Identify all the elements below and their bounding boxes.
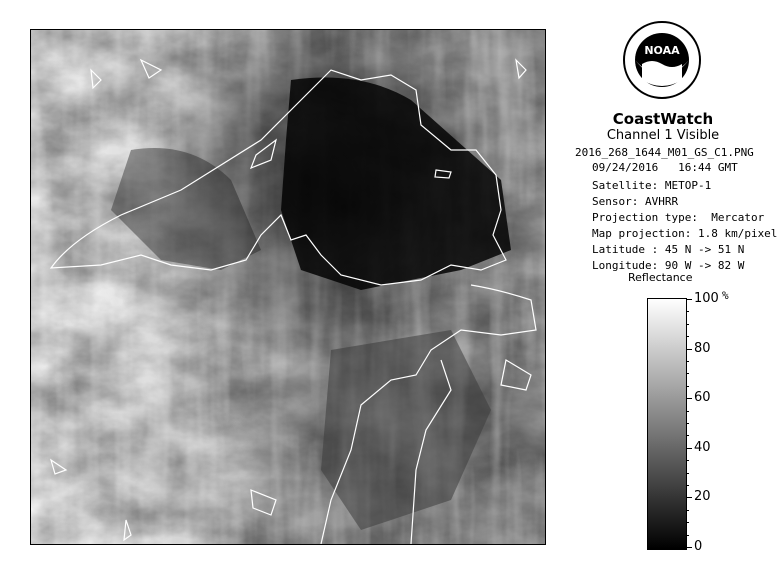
colorbar-tick-mark [686,547,692,548]
channel-label: Channel 1 Visible [606,128,720,143]
colorbar-minor-tick [686,435,689,436]
colorbar-title: Reflectance [628,271,693,284]
colorbar-minor-tick [686,336,689,337]
colorbar-minor-tick [686,473,689,474]
colorbar-minor-tick [686,510,689,511]
noaa-logo [622,20,702,100]
satellite-image-map [30,29,546,545]
longitude-range-label: Longitude: 90 W -> 82 W [592,259,745,272]
map-projection-label: Map projection: 1.8 km/pixel [592,227,778,240]
sensor-label: Sensor: AVHRR [592,195,679,208]
colorbar-tick-label: 40 [694,439,711,455]
colorbar-tick-mark [686,497,692,498]
colorbar-tick-label: 0 [694,539,703,554]
colorbar-tick-mark [686,448,692,449]
colorbar-unit: % [722,289,729,302]
colorbar-minor-tick [686,423,689,424]
product-title: CoastWatch [612,110,714,128]
colorbar-minor-tick [686,386,689,387]
latitude-range-label: Latitude : 45 N -> 51 N [592,243,745,256]
colorbar-minor-tick [686,324,689,325]
colorbar-tick-label: 20 [694,489,711,505]
colorbar-minor-tick [686,485,689,486]
acquisition-datetime: 09/24/2016 16:44 GMT [592,161,738,174]
colorbar-minor-tick [686,535,689,536]
file-name: 2016_268_1644_M01_GS_C1.PNG [575,146,754,159]
colorbar-minor-tick [686,522,689,523]
projection-type-label: Projection type: Mercator [592,211,765,224]
satellite-label: Satellite: METOP-1 [592,179,712,192]
colorbar-minor-tick [686,361,689,362]
colorbar-minor-tick [686,411,689,412]
colorbar-tick-mark [686,299,692,300]
colorbar-minor-tick [686,373,689,374]
noaa-logo-text: NOAA [644,44,680,57]
colorbar-minor-tick [686,460,689,461]
colorbar-minor-tick [686,311,689,312]
colorbar-tick-mark [686,349,692,350]
reflectance-colorbar [647,298,687,550]
colorbar-tick-mark [686,398,692,399]
colorbar-tick-label: 80 [694,340,711,356]
colorbar-tick-label: 100 [694,291,719,306]
colorbar-tick-label: 60 [694,390,711,406]
